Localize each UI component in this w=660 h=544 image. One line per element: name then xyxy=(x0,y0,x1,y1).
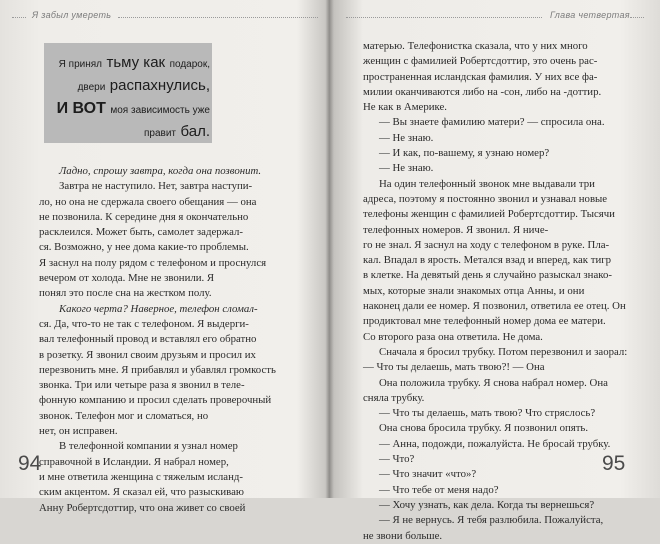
text-line: сняла трубку. xyxy=(363,391,425,404)
text-line: — Анна, подожди, пожалуйста. Не бросай трубку. xyxy=(379,437,611,450)
pullquote-text: бал. xyxy=(180,123,210,140)
text-line: Она положила трубку. Я снова набрал номер. Она xyxy=(379,376,608,389)
text-line: кал. Впадал в ярость. Метался взад и вперед, как тигр xyxy=(363,254,612,267)
text-line: справочной в Исландии. Я набрал номер, xyxy=(39,455,229,468)
text-line: Сначала я бросил трубку. Потом перезвонил и заорал: xyxy=(379,345,628,358)
text-line: Она снова бросила трубку. Я позвонил опять. xyxy=(379,422,589,435)
header-rule xyxy=(12,17,26,18)
page-number-left: 94 xyxy=(18,452,42,475)
text-line: Завтра не наступило. Нет, завтра наступи- xyxy=(59,180,253,193)
text-line: ся. Возможно, у нее дома какие-то проблемы. xyxy=(39,241,249,254)
text-line: телефонных номеров. Я звонил. Я ниче- xyxy=(363,223,549,236)
text-line: вал телефонный провод и вставлял его обратно xyxy=(39,333,257,346)
text-line: и мне ответила женщина с тяжелым исланд- xyxy=(39,470,243,483)
pullquote-text: двери xyxy=(77,82,106,93)
pullquote-text: И ВОТ xyxy=(56,100,106,117)
right-page xyxy=(332,0,660,542)
pullquote-text: подарок, xyxy=(169,59,210,70)
header-rule xyxy=(630,17,644,18)
text-line: в розетку. Я звонил своим друзьям и просил их xyxy=(39,348,256,361)
pullquote-text: тьму как xyxy=(106,54,166,71)
left-page xyxy=(0,0,328,514)
text-line: На один телефонный звонок мне выдавали три xyxy=(379,177,595,190)
body-text-right xyxy=(363,39,627,544)
text-line: Анну Робертсдоттир, что она живет со своей xyxy=(39,501,246,514)
header-rule xyxy=(346,17,542,18)
text-line: понял это после сна на жестком полу. xyxy=(39,287,212,300)
text-line: — И как, по-вашему, я узнаю номер? xyxy=(379,147,550,160)
text-line: матерью. Телефонистка сказала, что у них много xyxy=(363,40,588,52)
text-line: — Что ты делаешь, мать твою? Что стряслось? xyxy=(379,407,596,420)
text-line: не позвонила. К середине дня я окончательно xyxy=(39,210,249,223)
text-line: Ладно, спрошу завтра, когда она позвонит. xyxy=(59,165,262,177)
text-line: — Хочу узнать, как дела. Когда ты вернешься? xyxy=(379,498,595,511)
page-number-right: 95 xyxy=(602,452,626,475)
text-line: расклеился. Может быть, самолет задержал- xyxy=(39,226,243,239)
pullquote-text: распахнулись, xyxy=(109,77,210,94)
text-line: ским акцентом. Я сказал ей, что разыскиваю xyxy=(39,486,244,499)
header-rule xyxy=(118,17,318,18)
text-line: Я заснул на полу рядом с телефоном и проснулся xyxy=(39,256,267,269)
text-line: — Не знаю. xyxy=(379,162,434,175)
text-line: — Вы знаете фамилию матери? — спросила она. xyxy=(379,116,605,129)
pullquote xyxy=(56,52,210,144)
text-line: Со второго раза она ответила. Не дома. xyxy=(363,330,543,343)
text-line: вечером от холода. Мне не звонили. Я xyxy=(39,272,215,285)
text-line: го не знал. Я заснул на ходу с телефоном в руке. Пла- xyxy=(363,238,610,251)
text-line: звонок. Телефон мог и сломаться, но xyxy=(39,409,209,422)
text-line: Какого черта? Наверное, телефон сломал- xyxy=(59,302,258,315)
text-line: адреса, поэтому я постоянно звонил и узнавал новые xyxy=(363,192,608,205)
text-line: ло, но она не сдержала своего обещания — она xyxy=(39,195,257,208)
text-line: милии оканчиваются либо на -сон, либо на -доттир. xyxy=(363,85,602,98)
running-head-left: Я забыл умереть xyxy=(32,10,112,20)
text-line: ся. Да, что-то не так с телефоном. Я выдерги- xyxy=(39,317,249,330)
pullquote-text: правит xyxy=(144,128,177,139)
text-line: перезвонить мне. Я прибавлял и убавлял громкость xyxy=(39,363,276,376)
text-line: Не как в Америке. xyxy=(363,101,447,114)
text-line: наконец дали ее номер. Я позвонил, ответила ее отец. Он xyxy=(363,300,626,313)
text-line: — Не знаю. xyxy=(379,131,434,144)
text-line: — Что? xyxy=(379,453,415,466)
text-line: женщин с фамилией Робертсдоттир, это очень рас- xyxy=(363,55,598,68)
text-line: нет, он исправен. xyxy=(39,425,118,438)
pullquote-text: Я принял xyxy=(58,59,103,70)
running-head-right: Глава четвертая xyxy=(550,10,630,20)
text-line: телефоны женщин с фамилией Робертсдоттир. Тысячи xyxy=(363,208,615,221)
text-line: — Я не вернусь. Я тебя разлюбила. Пожалуйста, xyxy=(379,514,604,527)
pullquote-text: моя зависимость уже xyxy=(110,105,210,116)
text-line: — Что значит «что»? xyxy=(379,468,477,481)
text-line: мых, которые знали знакомых отца Анны, и они xyxy=(363,284,585,297)
text-line: фонную компанию и просил сделать проверочный xyxy=(39,394,272,407)
text-line: в клетке. На девятый день я случайно разыскал знако- xyxy=(363,269,612,282)
text-line: — Что ты делаешь, мать твою?! — Она xyxy=(363,361,545,374)
text-line: звонка. Три или четыре раза я звонил в теле- xyxy=(39,379,245,392)
text-line: не звони больше. xyxy=(363,529,443,542)
text-line: пространенная исландская фамилия. У них все фа- xyxy=(363,70,598,83)
text-line: — Что тебе от меня надо? xyxy=(379,483,499,496)
text-line: продиктовал мне телефонный номер дома ее матери. xyxy=(363,315,606,328)
text-line: В телефонной компании я узнал номер xyxy=(59,440,238,453)
body-text-left xyxy=(39,164,301,516)
